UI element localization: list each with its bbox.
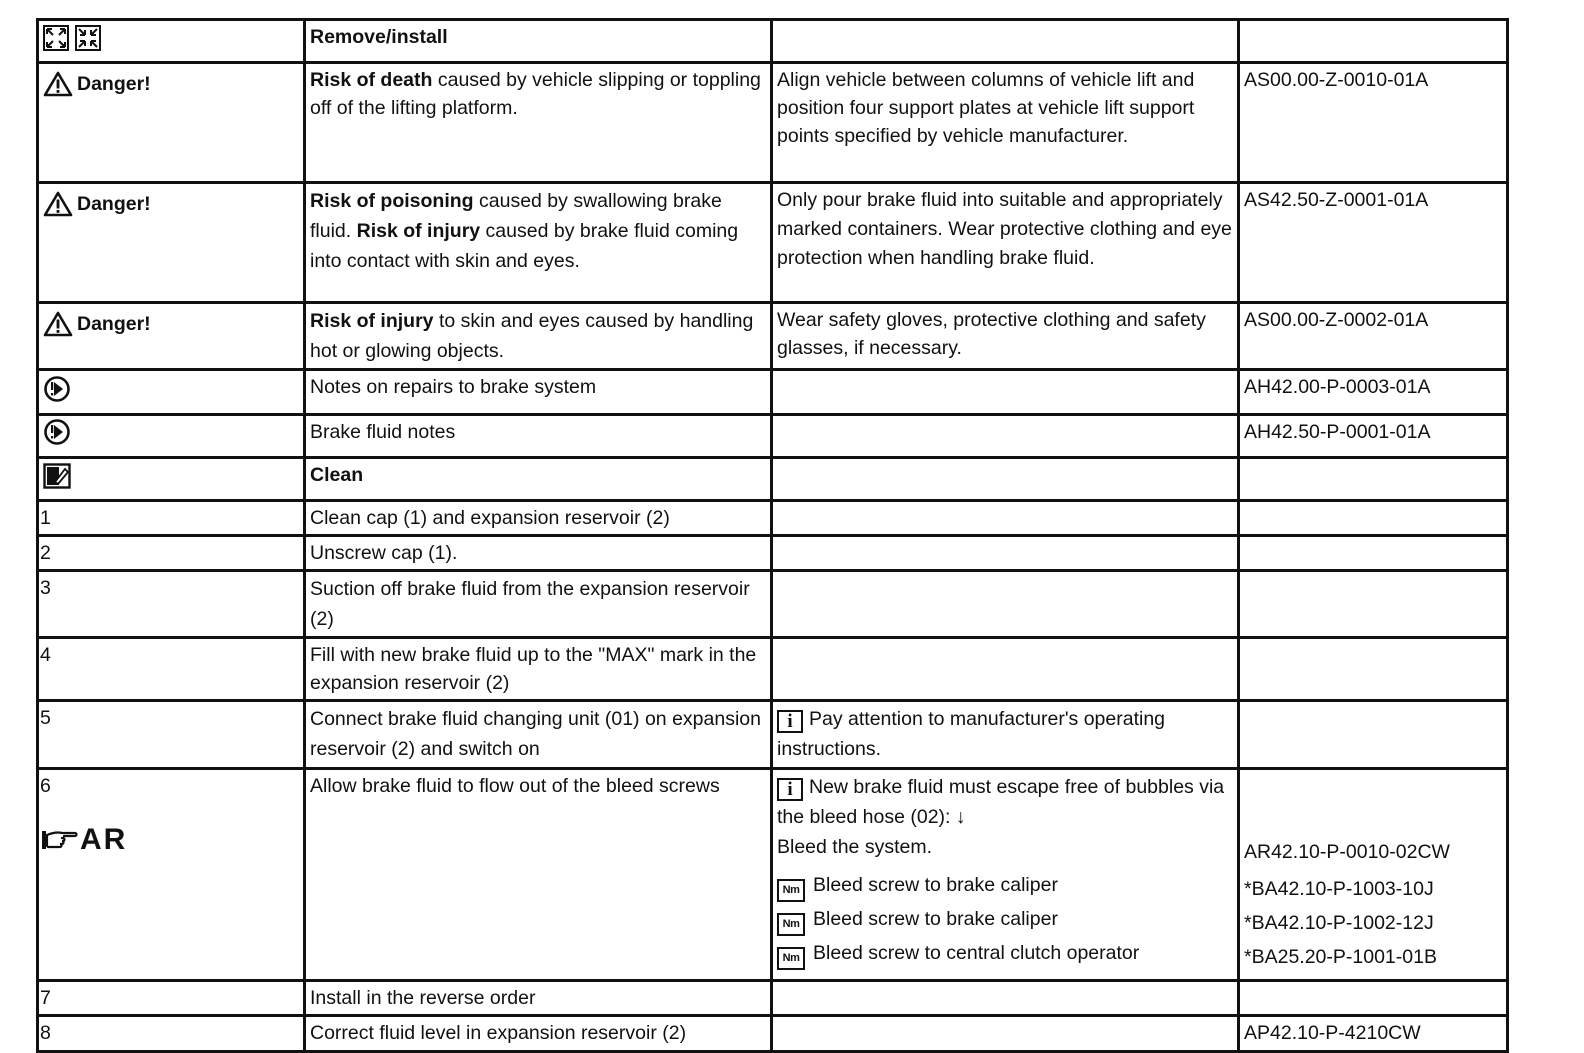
info-note: i New brake fluid must escape free of bubbles via the bleed hose (02): ↓ xyxy=(777,776,1225,828)
table-row: 1 Clean cap (1) and expansion reservoir (2) xyxy=(38,501,1508,536)
pointing-hand-icon xyxy=(40,827,78,853)
reference-code[interactable]: AH42.50-P-0001-01A xyxy=(1239,415,1508,458)
reference-code[interactable]: AS00.00-Z-0002-01A xyxy=(1239,303,1508,370)
info-note: i Pay attention to manufacturer's operating instructions. xyxy=(772,701,1239,769)
step-number: 5 xyxy=(38,701,305,769)
table-row xyxy=(38,63,1508,183)
table-row: 2 Unscrew cap (1). xyxy=(38,536,1508,571)
reference-code[interactable]: *BA42.10-P-1002-12J xyxy=(1244,912,1434,934)
table-row xyxy=(38,20,1508,63)
section-title: Remove/install xyxy=(305,20,772,63)
risk-text: Risk of poisoning caused by swallowing brake fluid. Risk of injury caused by brake fluid coming into contact with skin and eyes. xyxy=(305,183,772,303)
table-row: 8 Correct fluid level in expansion reservoir (2) AP42.10-P-4210CW xyxy=(38,1016,1508,1052)
warning-triangle-icon xyxy=(43,191,73,217)
risk-text: Risk of injury to skin and eyes caused by handling hot or glowing objects. xyxy=(305,303,772,370)
warning-triangle-icon xyxy=(43,71,73,97)
table-row: 7 Install in the reverse order xyxy=(38,981,1508,1016)
torque-spec-icon: Nm xyxy=(777,879,805,902)
step-number: 1 xyxy=(38,501,305,536)
step-number: 7 xyxy=(38,981,305,1016)
torque-spec-icon: Nm xyxy=(777,947,805,970)
expand-icon xyxy=(43,25,69,51)
table-row xyxy=(38,303,1508,370)
notice-circle-icon xyxy=(43,418,71,446)
table-row: 5 Connect brake fluid changing unit (01) on expansion reservoir (2) and switch on i Pay attention to manufacturer's operating instructions. xyxy=(38,701,1508,769)
measure-text: Wear safety gloves, protective clothing and safety glasses, if necessary. xyxy=(772,303,1239,370)
table-row: Notes on repairs to brake system AH42.00-P-0003-01A xyxy=(38,370,1508,415)
info-icon: i xyxy=(777,778,803,801)
table-row xyxy=(38,183,1508,303)
bleed-instruction: Bleed the system. xyxy=(777,836,932,858)
danger-label: Danger! xyxy=(43,190,299,218)
table-row: 6 AR Allow brake fluid to flow out of the bleed screws i New brake fluid must escape free of bubbles via the bleed hose (02): ↓ Bleed the system. Nm Bleed screw to brake caliper Nm Bleed screw to brake caliper Nm Bleed screw to central clutch operator AR42.10-P-0010-02CW *BA42.10-P-1003-10J *BA42.10-P-1002-12J *BA25.20-P-1001-01B xyxy=(38,769,1508,981)
collapse-icon xyxy=(75,25,101,51)
warning-triangle-icon xyxy=(43,311,73,337)
icon-cell xyxy=(38,20,305,63)
torque-spec-icon: Nm xyxy=(777,913,805,936)
danger-label: Danger! xyxy=(43,310,299,338)
reference-code[interactable]: AP42.10-P-4210CW xyxy=(1239,1016,1508,1052)
measure-text: Only pour brake fluid into suitable and appropriately marked containers. Wear protective clothing and eye protection when handling brake fluid. xyxy=(772,183,1239,303)
clean-procedure-icon xyxy=(43,463,71,489)
step-number: 6 xyxy=(40,775,51,797)
ar-reference-marker: AR xyxy=(40,826,299,854)
notice-circle-icon xyxy=(43,375,71,403)
risk-text: Risk of death caused by vehicle slipping or toppling off of the lifting platform. xyxy=(305,63,772,183)
table-row: 4 Fill with new brake fluid up to the "MAX" mark in the expansion reservoir (2) xyxy=(38,638,1508,701)
reference-code[interactable]: AH42.00-P-0003-01A xyxy=(1239,370,1508,415)
reference-code[interactable]: *BA25.20-P-1001-01B xyxy=(1244,946,1437,968)
reference-code[interactable]: *BA42.10-P-1003-10J xyxy=(1244,878,1434,900)
torque-spec: Nm Bleed screw to brake caliper xyxy=(777,902,1233,936)
section-title: Clean xyxy=(305,458,772,501)
step-number: 4 xyxy=(38,638,305,701)
step-number: 3 xyxy=(38,571,305,638)
torque-spec: Nm Bleed screw to brake caliper xyxy=(777,868,1233,902)
step-number: 2 xyxy=(38,536,305,571)
table-row: 3 Suction off brake fluid from the expansion reservoir (2) xyxy=(38,571,1508,638)
reference-code[interactable]: AR42.10-P-0010-02CW xyxy=(1244,841,1450,863)
info-icon: i xyxy=(777,710,803,733)
procedure-table xyxy=(36,18,1509,1053)
reference-code[interactable]: AS42.50-Z-0001-01A xyxy=(1239,183,1508,303)
measure-text: Align vehicle between columns of vehicle lift and position four support plates at vehicle lift support points specified by vehicle manufacturer. xyxy=(772,63,1239,183)
torque-spec: Nm Bleed screw to central clutch operator xyxy=(777,936,1233,970)
danger-label: Danger! xyxy=(43,70,299,98)
table-row xyxy=(38,458,1508,501)
table-row: Brake fluid notes AH42.50-P-0001-01A xyxy=(38,415,1508,458)
reference-code[interactable]: AS00.00-Z-0010-01A xyxy=(1239,63,1508,183)
step-number: 8 xyxy=(38,1016,305,1052)
